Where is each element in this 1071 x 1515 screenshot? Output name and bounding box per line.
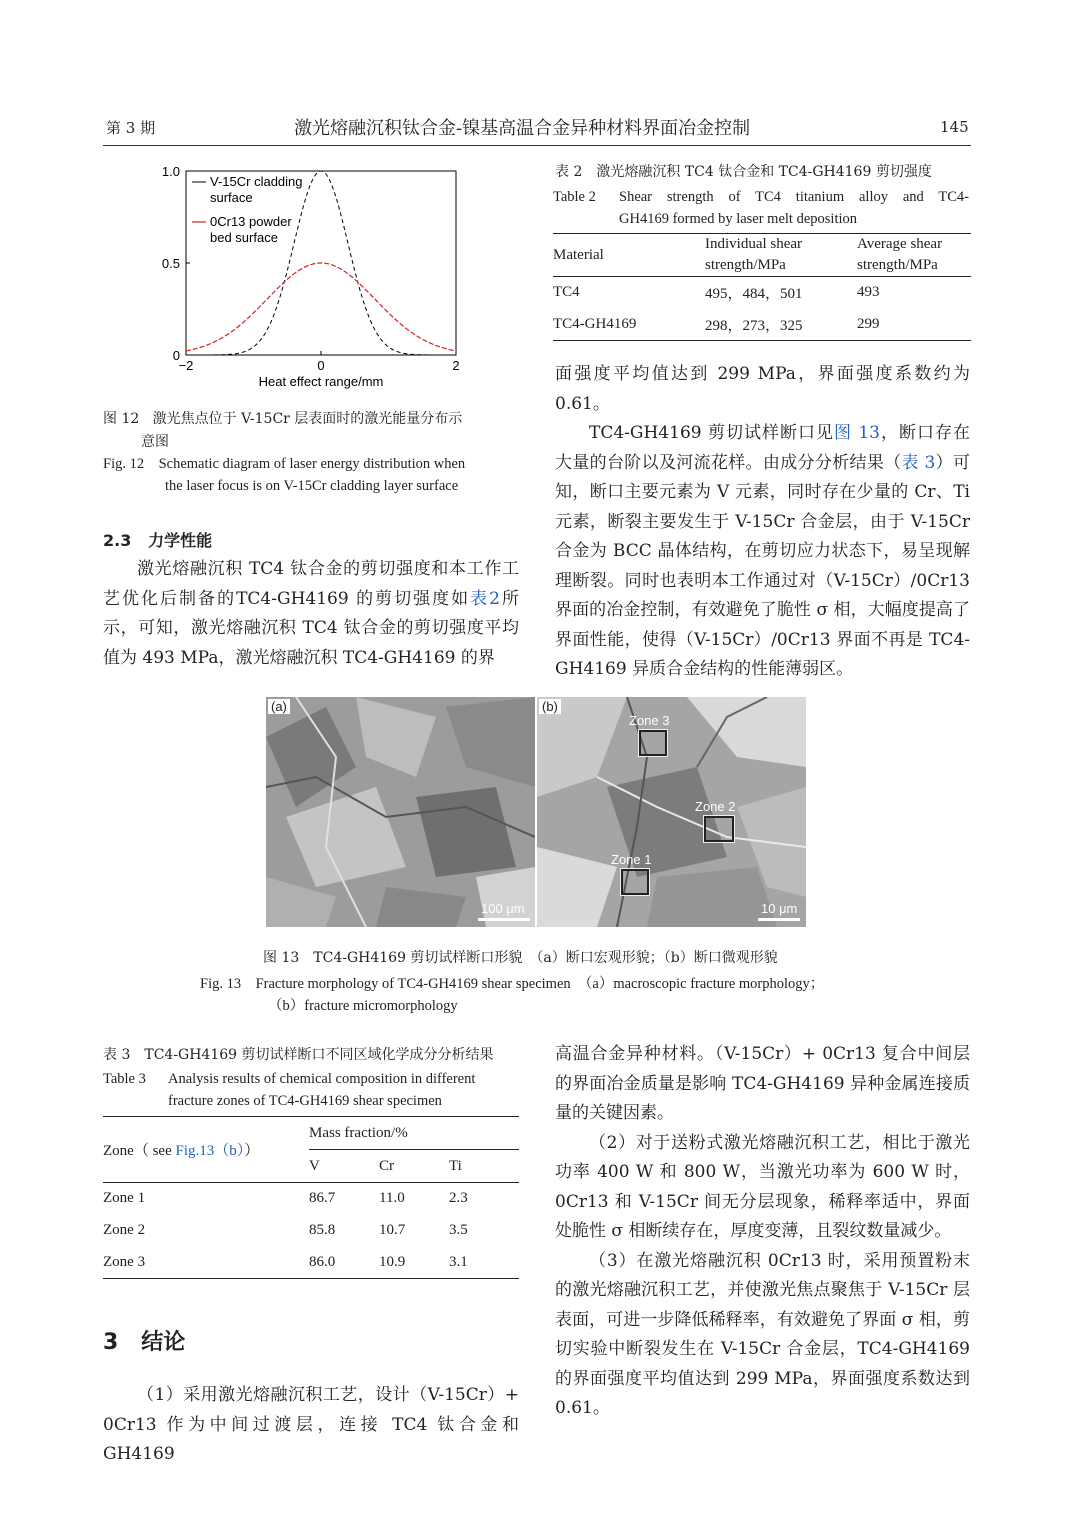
cell: Zone 3 — [103, 1253, 146, 1270]
fig12-en-line2: the laser focus is on V-15Cr cladding layer surface — [165, 478, 459, 494]
cell: 495，484，501 — [705, 286, 803, 303]
fig12-caption-en — [103, 453, 523, 497]
fracture-micro-texture — [537, 697, 806, 927]
scale-bar-b-label: 10 μm — [761, 901, 798, 916]
table2-en-line2: GH4169 formed by laser melt deposition — [619, 211, 857, 227]
fig13b-link[interactable]: Fig.13（b） — [175, 1143, 245, 1159]
cell: Zone 1 — [103, 1190, 146, 1207]
fig13-link[interactable]: 图 13 — [833, 423, 881, 443]
para-text: TC4-GH4169 剪切试样断口见 — [589, 423, 834, 443]
table3-en-line1: Analysis results of chemical composition in different — [168, 1071, 476, 1087]
y-tick-label: 1.0 — [161, 164, 180, 179]
zone3-box — [639, 730, 667, 756]
cell: 10.7 — [379, 1222, 406, 1238]
legend — [192, 174, 303, 245]
col-material: Material — [553, 246, 604, 263]
fig12-caption-cn — [103, 408, 523, 454]
scale-bar-b — [758, 918, 800, 921]
scale-bar-a-label: 100 μm — [481, 901, 525, 916]
cell: 10.9 — [379, 1253, 406, 1270]
cell: 299 — [857, 315, 880, 332]
x-tick-label: −2 — [178, 358, 194, 373]
section-number: 2.3 — [103, 531, 132, 550]
cell: 3.1 — [449, 1253, 468, 1270]
table-row — [553, 309, 971, 341]
section-title: 力学性能 — [148, 531, 213, 550]
table2-caption-en — [553, 186, 969, 230]
header-line: strength/MPa — [857, 257, 938, 273]
legend-label-v15cr-2: surface — [210, 190, 253, 205]
zone2-box — [704, 816, 734, 842]
cell: 86.0 — [309, 1253, 336, 1270]
table2-num-en: Table 2 — [553, 189, 596, 205]
zone1-box — [621, 869, 649, 895]
table3-en-line2: fracture zones of TC4-GH4169 shear specimen — [168, 1093, 442, 1109]
fig13-caption-cn: 图 13 TC4-GH4169 剪切试样断口形貌 （a）断口宏观形貌；（b）断口微观形貌 — [263, 950, 778, 966]
cell: 11.0 — [379, 1190, 405, 1207]
y-tick-label: 0.5 — [161, 256, 180, 271]
header-text: Zone（ see — [103, 1143, 176, 1159]
para-text: 面强度平均值达到 299 MPa，界面强度系数约为 0.61。 — [555, 364, 970, 414]
running-title: 激光熔融沉积钛合金-镍基高温合金异种材料界面冶金控制 — [294, 118, 751, 139]
col-mass-fraction: Mass fraction/% — [309, 1117, 519, 1150]
left-paragraph-2: （1）采用激光熔融沉积工艺，设计（V-15Cr）+ 0Cr13 作为中间过渡层，连接 TC4 钛合金和 GH4169 — [103, 1385, 519, 1464]
fig12-cn-line2: 意图 — [141, 434, 169, 450]
series-0cr13-line — [186, 263, 456, 351]
zone2-label: Zone 2 — [695, 799, 736, 814]
table-row — [553, 277, 971, 309]
para-text: （2）对于送粉式激光熔融沉积工艺，相比于激光功率 400 W 和 800 W，当激光功率为 600 W 时，0Cr13 和 V-15Cr 间无分层现象，稀释率适中，界面处脆性 σ 相断续存在，厚度变薄，且裂纹数量减少。 — [555, 1132, 970, 1241]
scale-bar-a — [478, 918, 530, 921]
y-tick-label: 0 — [172, 348, 180, 363]
table3-link[interactable]: 表 3 — [901, 452, 936, 473]
x-axis-label: Heat effect range/mm — [258, 374, 384, 389]
table-row — [103, 1247, 519, 1279]
cell: 2.3 — [449, 1190, 468, 1207]
col-average — [857, 234, 971, 277]
para-text: ，断口存在大量的台阶以及河流花样。由成分分析结果（ — [555, 423, 971, 473]
table3-caption-en — [103, 1068, 523, 1112]
fracture-macro-texture — [266, 697, 535, 927]
cell: 3.5 — [449, 1222, 468, 1238]
section-3-heading — [103, 1325, 185, 1356]
issue-number: 第 3 期 — [106, 119, 156, 137]
panel-a-label: (a) — [268, 699, 290, 714]
right-paragraph-2 — [555, 1040, 970, 1424]
fig12-en-line1: Schematic diagram of laser energy distribution when — [158, 456, 466, 472]
x-tick-label: 0 — [317, 358, 325, 373]
table-header-row — [103, 1117, 519, 1150]
header-line: strength/MPa — [705, 257, 786, 273]
table-header-row — [553, 234, 971, 277]
table2-caption-cn: 表 2 激光熔融沉积 TC4 钛合金和 TC4-GH4169 剪切强度 — [555, 164, 932, 180]
zone3-label: Zone 3 — [629, 713, 670, 728]
table2 — [553, 233, 971, 341]
fig13-caption-en-line1: Fig. 13 Fracture morphology of TC4-GH4169 shear specimen （a）macroscopic fracture morphology； — [200, 976, 825, 992]
table-row — [103, 1183, 519, 1215]
table2-en-line1: Shear strength of TC4 titanium alloy and TC4- — [619, 189, 969, 205]
para-text: ）可知，断口主要元素为 V 元素，同时存在少量的 Cr、Ti 元素，断裂主要发生于 V-15Cr 合金层，由于 V-15Cr 合金为 BCC 晶体结构，在剪切应力状态下，易呈现解理断裂。同时也表明本工作通过对（V-15Cr）/0Cr13 界面的冶金控制，有效避免了脆性 σ 相，大幅度提高了界面性能，使得（V-15Cr）/0Cr13 界面不再是 TC4-GH4169 异质合金结构的性能薄弱区。 — [555, 452, 971, 679]
cell: TC4-GH4169 — [553, 315, 637, 332]
para-text: 所示，可知，激光熔融沉积 TC4 钛合金的剪切强度平均值为 493 MPa，激光熔融沉积 TC4-GH4169 的界 — [103, 588, 519, 668]
para-text: 高温合金异种材料。（V-15Cr）+ 0Cr13 复合中间层的界面冶金质量是影响 TC4-GH4169 异种金属连接质量的关键因素。 — [555, 1044, 970, 1123]
legend-label-v15cr-1: V-15Cr cladding — [210, 174, 303, 189]
page-number: 145 — [940, 118, 969, 136]
fig12-cn-line1: 激光焦点位于 V-15Cr 层表面时的激光能量分布示 — [152, 411, 463, 427]
col-individual — [705, 234, 857, 277]
para-text: （3）在激光熔融沉积 0Cr13 时，采用预置粉末的激光熔融沉积工艺，并使激光焦点聚焦于 V-15Cr 层表面，可进一步降低稀释率，有效避免了界面 σ 相，剪切实验中断裂发生在 V-15Cr 合金层，TC4-GH4169 的界面强度平均值达到 299 MPa，界面强度系数达到 0.61。 — [555, 1250, 970, 1418]
col-v: V — [309, 1157, 320, 1174]
section-2-3-heading — [103, 528, 212, 551]
table3 — [103, 1116, 519, 1279]
fig13-panel-a-image — [266, 697, 535, 927]
section-title: 结论 — [141, 1330, 186, 1355]
table2-link[interactable]: 表2 — [470, 588, 500, 609]
para-text: 激光熔融沉积 TC4 钛合金的剪切强度和本工作工艺优化后制备的TC4-GH4169 的剪切强度如 — [103, 559, 519, 609]
fig13-caption-en-line2: （b）fracture micromorphology — [268, 998, 458, 1014]
cell: 85.8 — [309, 1222, 336, 1238]
table3-caption-cn: 表 3 TC4-GH4169 剪切试样断口不同区域化学成分分析结果 — [103, 1047, 494, 1063]
col-cr: Cr — [379, 1157, 394, 1174]
legend-label-0cr13-2: bed surface — [210, 230, 278, 245]
right-paragraph-1 — [555, 360, 970, 685]
fig12-chart — [140, 155, 480, 395]
x-tick-label: 2 — [452, 358, 460, 373]
fig12-num-cn: 图 12 — [103, 411, 140, 427]
table-row — [103, 1215, 519, 1247]
header-rule — [103, 145, 971, 146]
panel-b-label: (b) — [539, 699, 561, 714]
header-line: Average shear — [857, 236, 943, 252]
fig13-panel-b-image — [537, 697, 806, 927]
section-number: 3 — [103, 1330, 119, 1355]
cell: TC4 — [553, 284, 580, 301]
legend-label-0cr13-1: 0Cr13 powder — [210, 214, 292, 229]
left-paragraph-1 — [103, 555, 519, 673]
header-line: Individual shear — [705, 236, 803, 252]
header-text: ） — [244, 1143, 260, 1159]
fig12-num-en: Fig. 12 — [103, 456, 145, 472]
cell: 298，273，325 — [705, 317, 803, 334]
cell: 493 — [857, 284, 880, 301]
cell: 86.7 — [309, 1190, 336, 1207]
cell: Zone 2 — [103, 1222, 146, 1238]
table3-num-en: Table 3 — [103, 1071, 146, 1087]
col-ti: Ti — [449, 1157, 462, 1174]
zone1-label: Zone 1 — [611, 852, 652, 867]
col-zone — [103, 1117, 309, 1183]
